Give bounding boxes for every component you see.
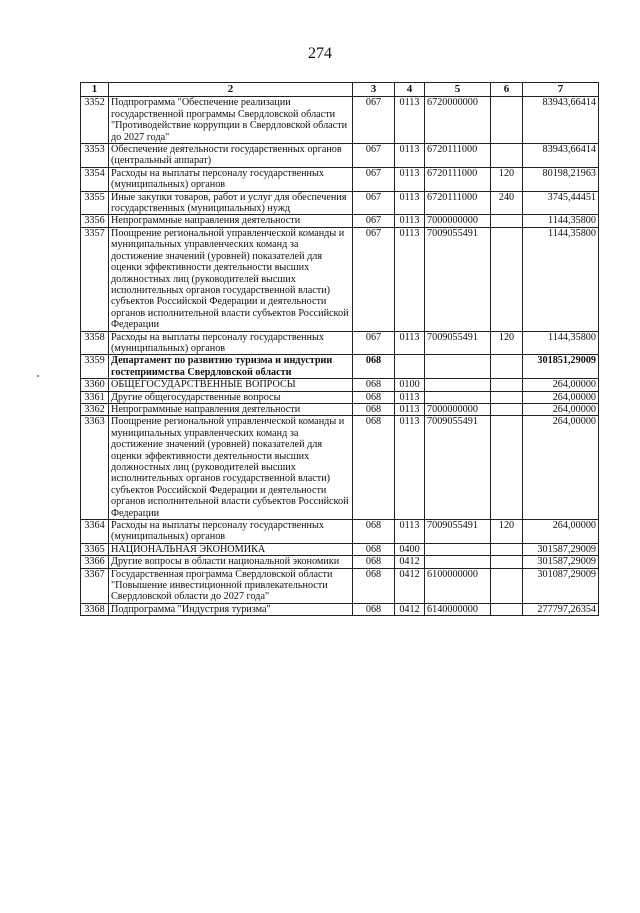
row-number: 3353 [81,144,109,168]
row-number: 3352 [81,97,109,144]
row-expense-type [491,215,523,227]
row-admin-code: 068 [353,543,395,555]
row-name: НАЦИОНАЛЬНАЯ ЭКОНОМИКА [109,543,353,555]
row-expense-type [491,403,523,415]
row-expense-type [491,391,523,403]
row-amount: 264,00000 [523,403,599,415]
row-name: Расходы на выплаты персоналу государственных (муниципальных) органов [109,331,353,355]
row-name: Другие вопросы в области национальной экономики [109,556,353,568]
row-section-code: 0113 [395,97,425,144]
row-number: 3368 [81,603,109,615]
header-col-5: 5 [425,83,491,97]
header-col-4: 4 [395,83,425,97]
row-expense-type [491,543,523,555]
row-target-code: 7009055491 [425,227,491,331]
row-section-code [395,355,425,379]
row-target-code: 7009055491 [425,331,491,355]
table-row [81,568,599,603]
table-row [81,520,599,544]
header-col-2: 2 [109,83,353,97]
table-row [81,191,599,215]
row-target-code: 7009055491 [425,520,491,544]
row-admin-code: 068 [353,568,395,603]
row-name: ОБЩЕГОСУДАРСТВЕННЫЕ ВОПРОСЫ [109,379,353,391]
table-row [81,391,599,403]
row-admin-code: 068 [353,403,395,415]
table-row [81,331,599,355]
row-amount: 264,00000 [523,391,599,403]
row-name: Поощрение региональной управленческой команды и муниципальных управленческих команд за достижение значений (уровней) показателей для оценки эффективности деятельности высших должностных лиц (руководителей высших исполнительных органов государственной власти) субъектов Российской Федерации и деятельности органов исполнительной власти субъектов Российской Федерации [109,416,353,520]
row-expense-type: 240 [491,191,523,215]
table-row [81,556,599,568]
row-number: 3361 [81,391,109,403]
row-admin-code: 068 [353,603,395,615]
table-row [81,543,599,555]
row-section-code: 0400 [395,543,425,555]
row-target-code: 6140000000 [425,603,491,615]
row-number: 3362 [81,403,109,415]
row-expense-type [491,603,523,615]
row-name: Поощрение региональной управленческой команды и муниципальных управленческих команд за достижение значений (уровней) показателей для оценки эффективности деятельности высших должностных лиц (руководителей высших исполнительных органов государственной власти) субъектов Российской Федерации и деятельности органов исполнительной власти субъектов Российской Федерации [109,227,353,331]
row-section-code: 0113 [395,331,425,355]
row-name: Государственная программа Свердловской области "Повышение инвестиционной привлекательности Свердловской области до 2027 года" [109,568,353,603]
row-expense-type [491,97,523,144]
budget-table [80,82,599,616]
table-row [81,227,599,331]
row-amount: 1144,35800 [523,215,599,227]
row-expense-type [491,227,523,331]
row-expense-type [491,355,523,379]
row-target-code [425,543,491,555]
row-amount: 1144,35800 [523,331,599,355]
row-number: 3363 [81,416,109,520]
row-admin-code: 067 [353,331,395,355]
row-section-code: 0100 [395,379,425,391]
row-number: 3367 [81,568,109,603]
row-section-code: 0113 [395,167,425,191]
row-admin-code: 068 [353,556,395,568]
table-row [81,215,599,227]
row-admin-code: 067 [353,144,395,168]
row-expense-type: 120 [491,520,523,544]
row-number: 3355 [81,191,109,215]
table-row [81,355,599,379]
row-amount: 264,00000 [523,416,599,520]
header-col-7: 7 [523,83,599,97]
table-header-row [81,83,599,97]
header-col-1: 1 [81,83,109,97]
row-target-code [425,556,491,568]
row-section-code: 0113 [395,215,425,227]
row-target-code [425,355,491,379]
row-section-code: 0113 [395,391,425,403]
row-number: 3365 [81,543,109,555]
row-admin-code: 067 [353,191,395,215]
row-amount: 80198,21963 [523,167,599,191]
row-number: 3358 [81,331,109,355]
row-name: Обеспечение деятельности государственных органов (центральный аппарат) [109,144,353,168]
row-expense-type [491,379,523,391]
row-name: Иные закупки товаров, работ и услуг для обеспечения государственных (муниципальных) нужд [109,191,353,215]
row-name: Расходы на выплаты персоналу государственных (муниципальных) органов [109,167,353,191]
table-row [81,379,599,391]
row-amount: 83943,66414 [523,97,599,144]
row-expense-type: 120 [491,331,523,355]
table-row [81,403,599,415]
row-target-code: 6100000000 [425,568,491,603]
row-expense-type: 120 [491,167,523,191]
table-row [81,416,599,520]
header-col-3: 3 [353,83,395,97]
row-target-code [425,379,491,391]
row-expense-type [491,556,523,568]
row-section-code: 0113 [395,416,425,520]
row-number: 3366 [81,556,109,568]
row-admin-code: 067 [353,97,395,144]
row-admin-code: 067 [353,227,395,331]
row-expense-type [491,568,523,603]
row-target-code [425,391,491,403]
row-section-code: 0113 [395,144,425,168]
row-amount: 264,00000 [523,520,599,544]
row-expense-type [491,144,523,168]
row-amount: 3745,44451 [523,191,599,215]
row-target-code: 7000000000 [425,403,491,415]
row-amount: 264,00000 [523,379,599,391]
row-section-code: 0412 [395,603,425,615]
row-number: 3354 [81,167,109,191]
row-section-code: 0113 [395,520,425,544]
row-admin-code: 067 [353,167,395,191]
row-name: Непрограммные направления деятельности [109,403,353,415]
row-admin-code: 068 [353,355,395,379]
table-row [81,167,599,191]
row-name: Непрограммные направления деятельности [109,215,353,227]
scan-speck [37,375,39,377]
row-number: 3356 [81,215,109,227]
row-number: 3364 [81,520,109,544]
row-target-code: 7009055491 [425,416,491,520]
row-admin-code: 067 [353,215,395,227]
row-section-code: 0412 [395,556,425,568]
row-name: Другие общегосударственные вопросы [109,391,353,403]
row-target-code: 6720111000 [425,167,491,191]
header-col-6: 6 [491,83,523,97]
row-number: 3360 [81,379,109,391]
row-section-code: 0113 [395,191,425,215]
row-name: Расходы на выплаты персоналу государственных (муниципальных) органов [109,520,353,544]
row-admin-code: 068 [353,391,395,403]
page-number: 274 [308,45,332,62]
row-target-code: 6720111000 [425,144,491,168]
table-row [81,97,599,144]
row-amount: 301587,29009 [523,543,599,555]
row-section-code: 0113 [395,403,425,415]
row-target-code: 7000000000 [425,215,491,227]
row-section-code: 0412 [395,568,425,603]
row-name: Подпрограмма "Обеспечение реализации государственной программы Свердловской области "Противодействие коррупции в Свердловской области до 2027 года" [109,97,353,144]
row-amount: 1144,35800 [523,227,599,331]
row-amount: 301851,29009 [523,355,599,379]
row-expense-type [491,416,523,520]
row-target-code: 6720000000 [425,97,491,144]
row-admin-code: 068 [353,416,395,520]
row-number: 3357 [81,227,109,331]
row-name: Департамент по развитию туризма и индустрии гостеприимства Свердловской области [109,355,353,379]
table-row [81,144,599,168]
row-admin-code: 068 [353,520,395,544]
row-section-code: 0113 [395,227,425,331]
row-amount: 301087,29009 [523,568,599,603]
row-admin-code: 068 [353,379,395,391]
row-amount: 83943,66414 [523,144,599,168]
row-number: 3359 [81,355,109,379]
row-name: Подпрограмма "Индустрия туризма" [109,603,353,615]
row-amount: 277797,26354 [523,603,599,615]
table-row [81,603,599,615]
row-amount: 301587,29009 [523,556,599,568]
row-target-code: 6720111000 [425,191,491,215]
